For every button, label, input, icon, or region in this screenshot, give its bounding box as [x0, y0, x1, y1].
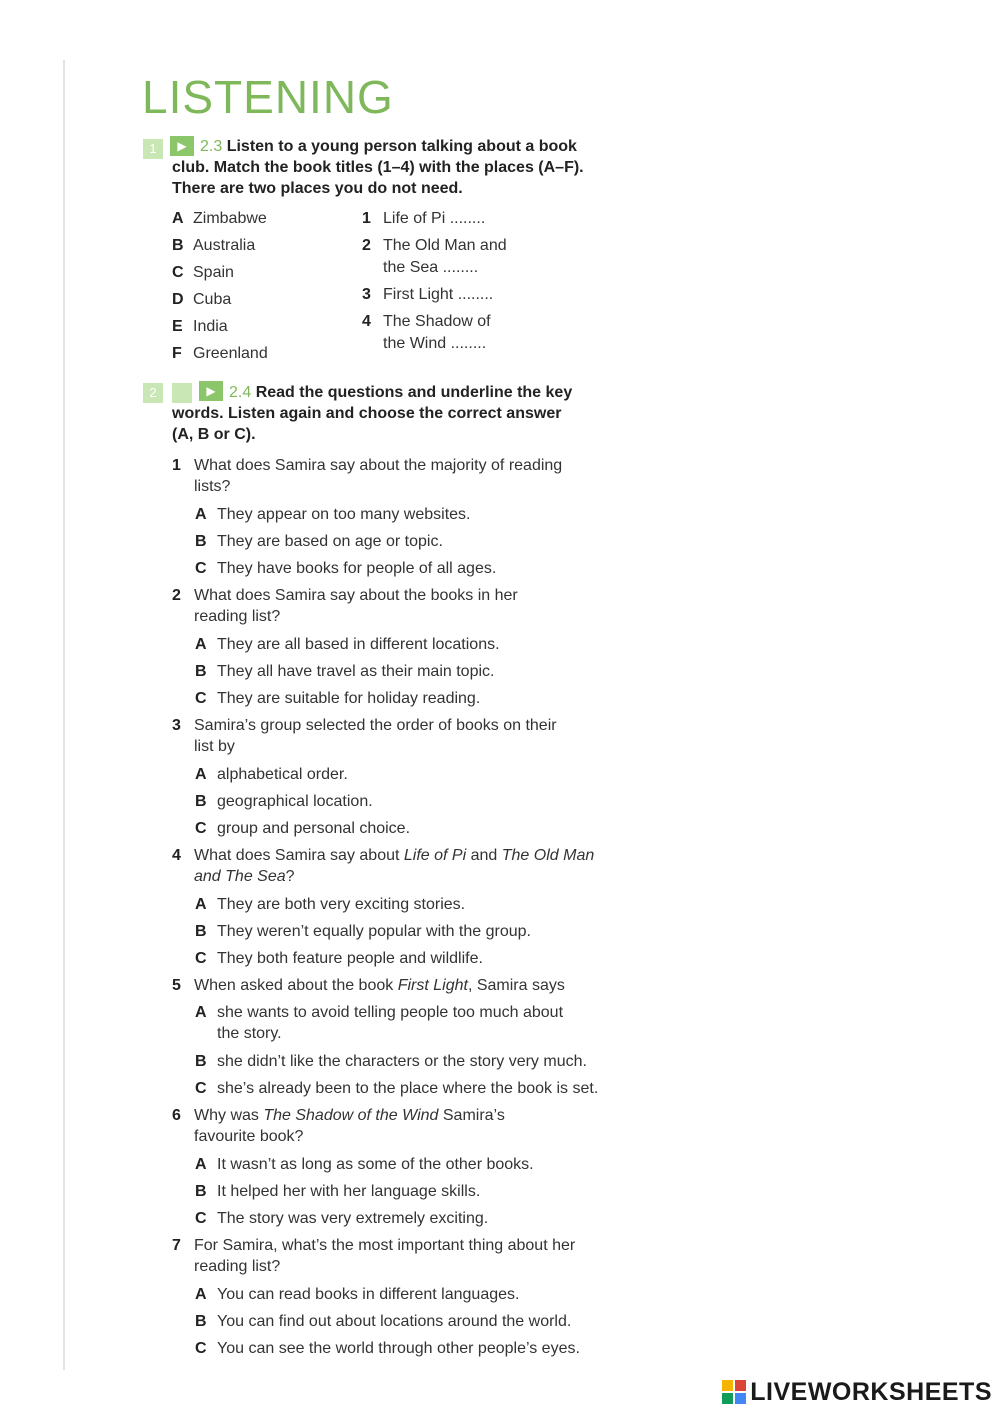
place-item: F Greenland: [172, 345, 268, 362]
place-item: B Australia: [172, 237, 256, 254]
page-title: LISTENING: [142, 71, 394, 123]
answer-option[interactable]: C group and personal choice.: [195, 820, 411, 837]
speaker-icon[interactable]: ▶: [170, 136, 194, 156]
exercise-1-instruction-line-1: 2.3 Listen to a young person talking about a book: [200, 138, 577, 155]
book-item[interactable]: 2 The Old Man and: [362, 237, 507, 254]
book-item[interactable]: 3 First Light ........: [362, 286, 494, 303]
question-1: 1 What does Samira say about the majority of reading lists?: [172, 457, 563, 495]
book-item-line-2[interactable]: the Sea ........: [383, 259, 479, 276]
book-item[interactable]: 4 The Shadow of: [362, 313, 491, 330]
answer-option[interactable]: B she didn’t like the characters or the story very much.: [195, 1053, 587, 1070]
exercise-1-instruction-line-2: club. Match the book titles (1–4) with the places (A–F).: [172, 159, 584, 176]
liveworksheets-logo[interactable]: [722, 1377, 992, 1407]
answer-option[interactable]: B You can find out about locations around the world.: [195, 1313, 572, 1330]
answer-option[interactable]: A You can read books in different languages.: [195, 1286, 520, 1303]
answer-option[interactable]: C They are suitable for holiday reading.: [195, 690, 481, 707]
question-3: 3 Samira’s group selected the order of books on their list by: [172, 717, 557, 755]
exercise-2-instruction-line-3: (A, B or C).: [172, 426, 256, 443]
place-item: D Cuba: [172, 291, 232, 308]
answer-option[interactable]: A They are both very exciting stories.: [195, 896, 466, 913]
place-item: E India: [172, 318, 228, 335]
place-item: A Zimbabwe: [172, 210, 267, 227]
exercise-2-instruction-line-1: 2.4 Read the questions and underline the key: [229, 384, 573, 401]
answer-option[interactable]: B geographical location.: [195, 793, 373, 810]
answer-option[interactable]: B They all have travel as their main topic.: [195, 663, 495, 680]
liveworksheets-logo-icon: [722, 1380, 746, 1404]
answer-option[interactable]: B They are based on age or topic.: [195, 533, 443, 550]
answer-option[interactable]: C The story was very extremely exciting.: [195, 1210, 489, 1227]
answer-option[interactable]: A alphabetical order.: [195, 766, 348, 783]
exam-icon: [172, 383, 192, 403]
page-edge: [63, 60, 65, 1370]
question-6: 6 Why was The Shadow of the Wind Samira’s favourite book?: [172, 1107, 505, 1145]
answer-option[interactable]: C They have books for people of all ages.: [195, 560, 497, 577]
logo-text: LIVEWORKSHEETS: [750, 1377, 992, 1406]
place-item: C Spain: [172, 264, 234, 281]
answer-option[interactable]: B They weren’t equally popular with the group.: [195, 923, 531, 940]
answer-option[interactable]: C They both feature people and wildlife.: [195, 950, 483, 967]
exercise-2-instruction-line-2: words. Listen again and choose the correct answer: [172, 405, 562, 422]
answer-option[interactable]: A she wants to avoid telling people too much about the story.: [195, 1004, 564, 1042]
answer-option[interactable]: A They appear on too many websites.: [195, 506, 471, 523]
question-7: 7 For Samira, what’s the most important thing about her reading list?: [172, 1237, 576, 1275]
exercise-1-instruction-line-3: There are two places you do not need.: [172, 180, 463, 197]
speaker-icon[interactable]: ▶: [199, 381, 223, 401]
answer-option[interactable]: C You can see the world through other people’s eyes.: [195, 1340, 580, 1357]
answer-option[interactable]: B It helped her with her language skills.: [195, 1183, 481, 1200]
question-5: 5 When asked about the book First Light, Samira says: [172, 977, 565, 994]
answer-option[interactable]: C she’s already been to the place where the book is set.: [195, 1080, 599, 1097]
answer-option[interactable]: A It wasn’t as long as some of the other books.: [195, 1156, 534, 1173]
exercise-1-badge: 1: [143, 139, 163, 159]
question-2: 2 What does Samira say about the books in her reading list?: [172, 587, 518, 625]
book-item-line-2[interactable]: the Wind ........: [383, 335, 487, 352]
question-4: 4 What does Samira say about Life of Pi and The Old Man and The Sea?: [172, 847, 595, 885]
book-item[interactable]: 1 Life of Pi ........: [362, 210, 486, 227]
exercise-2-badge: 2: [143, 383, 163, 403]
answer-option[interactable]: A They are all based in different locations.: [195, 636, 500, 653]
